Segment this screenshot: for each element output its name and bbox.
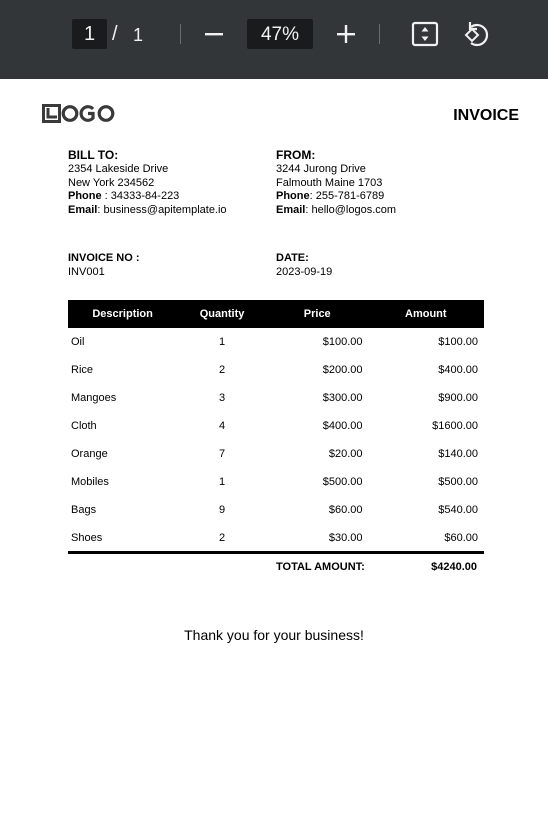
date-label: DATE: (276, 252, 309, 264)
bill-to-address-line1: 2354 Lakeside Drive (68, 163, 169, 175)
bill-to-email-row (68, 204, 227, 218)
item-amount: $60.00 (368, 524, 484, 553)
item-quantity: 1 (219, 476, 226, 488)
bill-to-phone-row (68, 190, 227, 204)
item-quantity: 9 (219, 504, 226, 516)
from-heading: FROM: (276, 148, 316, 162)
table-header-row (68, 300, 484, 328)
table-row (68, 328, 484, 356)
page-number-input[interactable] (72, 19, 107, 49)
table-row (68, 384, 484, 412)
item-quantity: 3 (219, 392, 226, 404)
table-row (68, 356, 484, 384)
item-price: $100.00 (322, 336, 363, 348)
invoice-number-section (68, 251, 140, 280)
from-phone-row (276, 190, 396, 204)
current-page: 1 (83, 23, 96, 45)
item-price: $400.00 (322, 420, 363, 432)
column-header: Description (68, 300, 177, 328)
total-amount-label: TOTAL AMOUNT: (276, 561, 365, 573)
from-address-line2: Falmouth Maine 1703 (276, 176, 383, 189)
item-price: $20.00 (328, 448, 363, 460)
rotate-icon (462, 18, 494, 50)
zoom-level: 47% (260, 24, 300, 45)
item-amount: $1600.00 (432, 420, 478, 432)
zoom-in-button[interactable] (330, 18, 362, 50)
plus-icon (330, 18, 362, 50)
item-description: Mangoes (71, 392, 117, 404)
bill-to-email: business@apitemplate.io (103, 203, 227, 216)
phone-label: Phone (276, 190, 310, 202)
item-amount: $540.00 (438, 504, 478, 516)
from-email: hello@logos.com (311, 203, 397, 216)
table-row (68, 496, 484, 524)
item-amount: $900.00 (438, 392, 478, 404)
date-section (276, 251, 332, 280)
item-description: Mobiles (71, 476, 109, 488)
item-description: Bags (71, 504, 97, 516)
zoom-out-button[interactable] (198, 18, 230, 50)
item-quantity: 4 (219, 420, 226, 432)
toolbar-divider (180, 24, 181, 44)
pdf-toolbar (0, 0, 548, 79)
table-row (68, 524, 484, 553)
table-row (68, 412, 484, 440)
item-price: $30.00 (267, 524, 368, 553)
from-section (276, 148, 396, 217)
item-price: $60.00 (328, 504, 363, 516)
item-price: $500.00 (322, 476, 363, 488)
rotate-button[interactable] (462, 18, 494, 50)
fit-page-icon (409, 18, 441, 50)
invoice-no-value: INV001 (68, 266, 105, 278)
items-table (68, 300, 484, 554)
email-separator: : (305, 203, 312, 216)
item-amount: $500.00 (438, 476, 478, 488)
column-header: Price (267, 300, 368, 328)
item-description: Orange (71, 448, 108, 460)
column-header: Amount (368, 300, 484, 328)
item-quantity: 1 (219, 336, 226, 348)
item-price: $300.00 (322, 392, 363, 404)
email-separator: : (97, 203, 104, 216)
from-phone: 255-781-6789 (315, 190, 385, 202)
item-quantity: 2 (177, 524, 267, 553)
from-email-row (276, 204, 396, 218)
item-description: Shoes (68, 524, 177, 553)
logo-icon (42, 103, 116, 125)
column-header: Quantity (177, 300, 267, 328)
fit-page-button[interactable] (409, 18, 441, 50)
zoom-input[interactable] (247, 19, 313, 49)
company-logo (42, 103, 116, 125)
item-description: Oil (71, 336, 85, 348)
bill-to-phone: 34333-84-223 (110, 190, 180, 202)
phone-label: Phone (68, 190, 102, 202)
item-quantity: 2 (219, 364, 226, 376)
invoice-no-label: INVOICE NO : (68, 252, 140, 264)
table-row (68, 468, 484, 496)
item-quantity: 7 (219, 448, 226, 460)
phone-separator: : (101, 190, 111, 202)
item-amount: $100.00 (438, 336, 478, 348)
from-address-line1: 3244 Jurong Drive (276, 163, 366, 175)
phone-separator: : (309, 190, 316, 202)
page-separator: / (112, 23, 118, 45)
invoice-title: INVOICE (453, 107, 519, 124)
minus-icon (198, 18, 230, 50)
item-amount: $400.00 (438, 364, 478, 376)
email-label: Email (68, 203, 98, 216)
email-label: Email (276, 203, 306, 216)
total-amount-value: $4240.00 (431, 561, 477, 573)
bill-to-section (68, 148, 227, 217)
item-description: Cloth (71, 420, 97, 432)
item-amount: $140.00 (438, 448, 478, 460)
bill-to-address-line2: New York 234562 (68, 176, 155, 189)
date-value: 2023-09-19 (276, 266, 333, 278)
bill-to-heading: BILL TO: (68, 148, 119, 162)
item-price: $200.00 (322, 364, 363, 376)
thank-you-message: Thank you for your business! (184, 627, 364, 643)
table-row (68, 440, 484, 468)
toolbar-divider (379, 24, 380, 44)
item-description: Rice (71, 364, 94, 376)
total-pages: 1 (133, 25, 144, 45)
